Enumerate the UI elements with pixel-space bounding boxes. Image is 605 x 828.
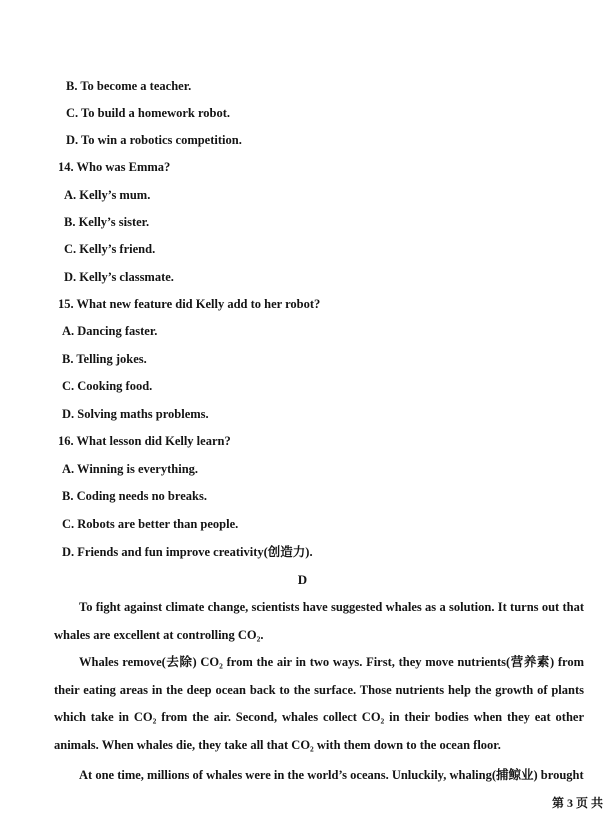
q16-option-c: C. Robots are better than people. [62,517,239,531]
q14-option-c: C. Kelly’s friend. [64,242,156,256]
q13-option-c: C. To build a homework robot. [66,106,231,120]
q15-option-d: D. Solving maths problems. [62,407,209,421]
q14-option-d: D. Kelly’s classmate. [64,270,174,284]
page-footer: 第 3 页 共 [552,796,604,810]
passage-paragraph-1: To fight against climate change, scientists have suggested whales as a solution. It turns out that whales are excellent at controlling CO₂. [54,600,584,642]
q15-option-a: A. Dancing faster. [62,324,158,338]
q13-option-d: D. To win a robotics competition. [66,133,242,147]
q16-option-d: D. Friends and fun improve creativity(创造力). [62,545,313,559]
passage-paragraph-2: Whales remove(去除) CO₂ from the air in two ways. First, they move nutrients(营养素) from their eating areas in the deep ocean back to the surface. Those nutrients help the growth of plants which take in CO₂ from the air. Second, whales collect CO₂ in their bodies when they eat other animals. When whales die, they take all that CO₂ with them down to the ocean floor. [54,655,584,752]
q15-option-b: B. Telling jokes. [62,352,147,366]
q16-option-b: B. Coding needs no breaks. [62,489,207,503]
q14-option-b: B. Kelly’s sister. [64,215,150,229]
q16-option-a: A. Winning is everything. [62,462,199,476]
q13-option-b: B. To become a teacher. [66,79,192,93]
q14-question: 14. Who was Emma? [58,160,171,174]
q16-question: 16. What lesson did Kelly learn? [58,434,231,448]
section-title: D [297,572,308,587]
passage-paragraph-3: At one time, millions of whales were in the world’s oceans. Unluckily, whaling(捕鲸业) brought [79,768,584,782]
q15-question: 15. What new feature did Kelly add to her robot? [58,297,321,311]
q15-option-c: C. Cooking food. [62,379,153,393]
q14-option-a: A. Kelly’s mum. [64,188,151,202]
